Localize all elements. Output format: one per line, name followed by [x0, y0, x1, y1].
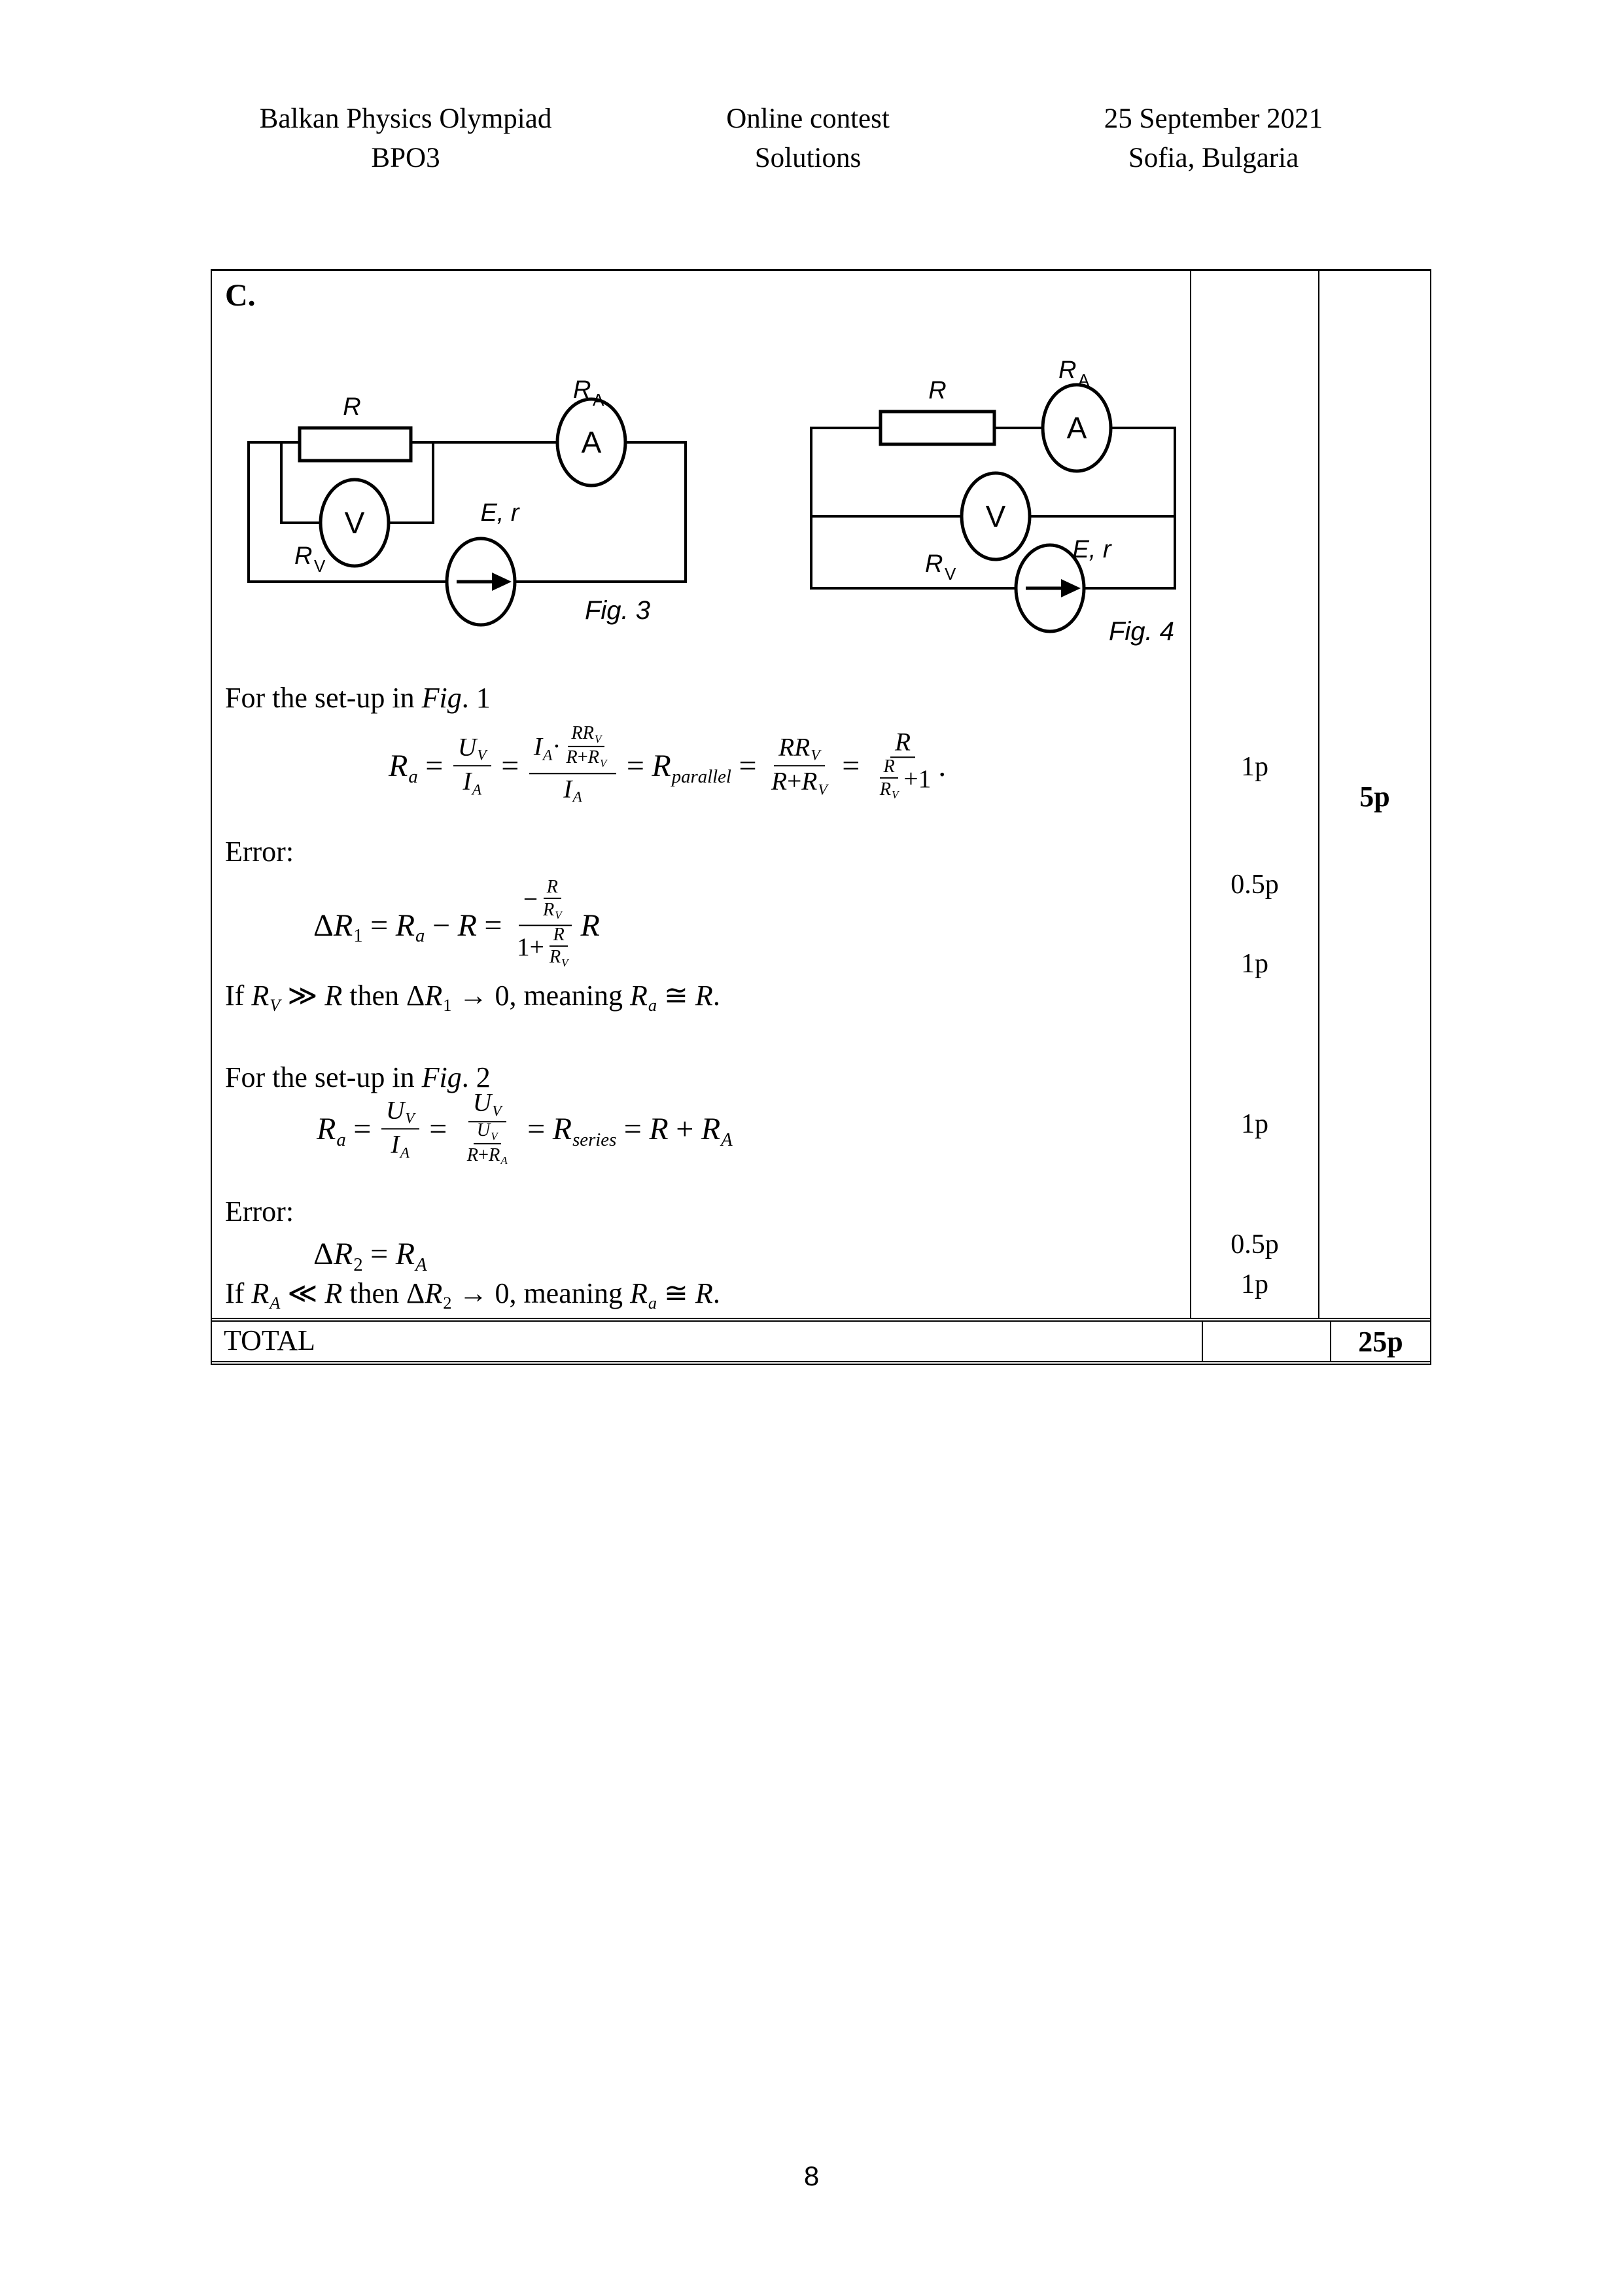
math-text: 1+	[517, 932, 544, 961]
math-subscript: A	[400, 1144, 410, 1162]
fig3-rv-label: R	[294, 542, 313, 570]
math-variable: R	[553, 924, 565, 945]
math-variable: $I_A$	[462, 766, 482, 799]
header-organization	[193, 99, 618, 178]
header-contest-line1: Online contest	[726, 103, 890, 134]
equation-delta-r1	[313, 876, 600, 974]
marks-cell	[1191, 271, 1319, 1318]
math-text: −	[523, 884, 538, 913]
math-variable: R	[546, 876, 558, 897]
mark-item: 1p	[1241, 752, 1268, 782]
header-org-line2: BPO3	[371, 143, 440, 173]
header-contest-line2: Solutions	[754, 143, 862, 173]
total-points-cell	[1331, 1322, 1430, 1361]
circuit-figures	[212, 349, 1188, 657]
fig4-source-label: E, r	[1072, 536, 1111, 563]
math-text: ≅	[657, 1277, 695, 1309]
math-operator: =	[353, 1112, 372, 1147]
math-subscript: V	[561, 956, 568, 969]
math-subscript: parallel	[671, 766, 731, 787]
math-variable: R	[895, 727, 911, 756]
math-subscript: A	[542, 746, 553, 764]
header-date-place	[1037, 99, 1390, 178]
math-variable: $R_1$	[425, 980, 452, 1015]
fig4-rv-label: R	[925, 550, 943, 578]
math-operator: =	[501, 749, 519, 784]
fig3-rv-sub: V	[314, 556, 326, 576]
math-operator: =	[370, 908, 389, 943]
math-subscript: V	[599, 756, 607, 769]
math-variable: $R_a$	[317, 1112, 346, 1150]
header-date: 25 September 2021	[1104, 103, 1323, 134]
math-text: then Δ	[342, 980, 425, 1012]
math-variable: $R_a$	[629, 1277, 657, 1313]
math-variable: R	[324, 980, 343, 1012]
fraction	[546, 925, 572, 969]
math-text: For the set-up in	[225, 682, 422, 714]
math-subscript: A	[500, 1154, 508, 1167]
math-variable: $R_2$	[425, 1277, 452, 1313]
math-text: → 0, meaning	[451, 1277, 630, 1309]
mark-item: 0.5p	[1230, 870, 1279, 900]
math-text: Δ	[313, 1237, 334, 1271]
math-subscript: A	[721, 1129, 733, 1150]
fraction	[767, 733, 832, 798]
math-operator: =	[626, 749, 644, 784]
math-subscript: 2	[353, 1254, 363, 1275]
math-text: Fig	[421, 1061, 462, 1093]
total-label: TOTAL	[212, 1322, 1203, 1361]
fraction	[540, 877, 565, 921]
math-text: ≫	[280, 980, 325, 1012]
math-operator: =	[527, 1112, 546, 1147]
fig3-ra-sub: A	[593, 390, 604, 410]
math-variable: $R_V$	[549, 947, 568, 969]
mark-item: 1p	[1241, 1109, 1268, 1139]
math-operator: =	[842, 749, 860, 784]
fig3-ra-label: R	[573, 376, 591, 404]
math-text: .	[712, 980, 720, 1012]
math-variable: R	[649, 1112, 669, 1147]
setup1-line	[225, 680, 491, 716]
math-variable: R	[883, 756, 895, 777]
fraction	[457, 1089, 517, 1169]
equation-ra-fig2	[317, 1087, 733, 1172]
math-text: +1	[903, 764, 932, 794]
table-row-total	[212, 1322, 1430, 1362]
math-text: +	[787, 766, 802, 796]
fig4-resistor-symbol	[881, 412, 994, 444]
math-subscript: V	[818, 781, 828, 799]
math-variable: $I_A$	[563, 773, 582, 806]
math-subscript: V	[492, 1103, 502, 1120]
solution-cell	[212, 271, 1191, 1318]
fraction	[877, 757, 902, 801]
math-variable: $I_A$	[391, 1129, 410, 1162]
math-text: If	[225, 1277, 252, 1309]
math-text: → 0, meaning	[451, 980, 630, 1012]
math-subscript: a	[415, 925, 425, 947]
fraction	[512, 876, 578, 971]
fig4-ammeter-letter: A	[1066, 411, 1087, 445]
math-subscript: a	[408, 766, 418, 787]
fig3-caption: Fig. 3	[584, 596, 651, 625]
math-subscript: V	[555, 909, 562, 922]
fig4-caption: Fig. 4	[1108, 617, 1175, 646]
fig4-ra-sub: A	[1078, 370, 1090, 390]
header-org-line1: Balkan Physics Olympiad	[259, 103, 552, 134]
math-text: . 1	[461, 682, 491, 714]
math-text: . 2	[461, 1061, 491, 1093]
math-subscript: V	[270, 995, 281, 1015]
total-marks-cell	[1203, 1322, 1331, 1361]
math-subscript: V	[491, 1129, 498, 1142]
math-subscript: A	[415, 1254, 427, 1275]
math-subscript: A	[472, 781, 482, 799]
math-operator: =	[370, 1237, 389, 1271]
fraction	[464, 1121, 511, 1167]
math-variable: R	[580, 908, 600, 943]
math-subscript: series	[572, 1129, 617, 1150]
subtotal-cell	[1319, 271, 1430, 1318]
table-row-solution	[212, 271, 1430, 1318]
fraction	[870, 728, 936, 803]
math-text: ≪	[280, 1277, 325, 1309]
total-value: 25p	[1358, 1326, 1403, 1358]
math-operator: =	[425, 749, 444, 784]
math-text: +	[478, 1144, 489, 1165]
math-text: If	[225, 980, 252, 1012]
math-operator: =	[484, 908, 502, 943]
error1-label: Error:	[225, 836, 294, 868]
math-subscript: V	[811, 747, 820, 764]
math-variable: R	[566, 747, 578, 768]
math-variable: R	[695, 1277, 713, 1309]
math-subscript: 1	[443, 995, 452, 1015]
setup2-line	[225, 1060, 491, 1095]
math-subscript: 2	[443, 1292, 452, 1313]
math-variable: $R_A$	[701, 1112, 733, 1150]
equation-ra-fig1	[389, 722, 947, 809]
subtotal-value: 5p	[1359, 781, 1390, 813]
math-subscript: A	[572, 788, 582, 806]
math-operator: +	[676, 1112, 694, 1147]
fig4-r-label: R	[928, 377, 947, 404]
math-variable: $U_V$	[457, 732, 487, 764]
math-operator: =	[623, 1112, 642, 1147]
math-variable: $U_V$	[385, 1095, 415, 1127]
math-text: For the set-up in	[225, 1061, 422, 1093]
math-variable: $R_A$	[251, 1277, 281, 1313]
if1-line	[225, 978, 720, 1023]
math-text: .	[712, 1277, 720, 1309]
grading-table	[211, 269, 1431, 1365]
mark-item: 0.5p	[1230, 1229, 1279, 1260]
math-variable: $RR_V$	[571, 722, 602, 745]
math-variable: R	[457, 908, 477, 943]
math-variable: $R_{parallel}$	[652, 749, 731, 787]
math-text: then Δ	[342, 1277, 425, 1309]
math-variable: $R_{series}$	[552, 1112, 617, 1150]
math-variable: $U_V$	[476, 1120, 498, 1142]
fraction	[453, 733, 491, 798]
math-text: Fig	[421, 682, 462, 714]
math-variable: $R_A$	[489, 1144, 508, 1167]
math-text: ≅	[657, 980, 695, 1012]
math-subscript: V	[477, 747, 487, 764]
math-variable: $R_a$	[389, 749, 418, 787]
fraction	[529, 722, 617, 806]
fig3-source-label: E, r	[480, 499, 519, 527]
section-label: C.	[225, 278, 256, 313]
math-subscript: A	[270, 1292, 281, 1313]
math-variable: $R_V$	[542, 899, 562, 922]
header-contest	[641, 99, 975, 178]
math-variable: $R_a$	[629, 980, 657, 1015]
math-variable: $U_V$	[472, 1087, 502, 1120]
math-text: ·	[552, 732, 561, 761]
math-subscript: a	[648, 1292, 657, 1313]
fig4-rv-sub: V	[945, 564, 956, 584]
if2-line	[225, 1276, 720, 1320]
mark-item: 1p	[1241, 949, 1268, 979]
math-variable: R	[695, 980, 713, 1012]
fig4-voltmeter-letter: V	[985, 499, 1006, 533]
error2-label: Error:	[225, 1195, 294, 1227]
math-variable: $R_A$	[395, 1237, 427, 1275]
math-variable: $R_1$	[333, 908, 363, 947]
math-operator: =	[739, 749, 757, 784]
equation-delta-r2	[313, 1238, 427, 1275]
math-variable: R	[324, 1277, 343, 1309]
fraction	[381, 1097, 419, 1161]
math-variable: $R_2$	[333, 1237, 363, 1275]
fig3-r-label: R	[343, 393, 361, 421]
math-operator: =	[429, 1112, 447, 1147]
math-variable: $I_A$	[533, 732, 553, 764]
math-variable: R	[466, 1144, 479, 1165]
math-subscript: V	[405, 1110, 415, 1127]
fig3-voltmeter-letter: V	[344, 506, 365, 540]
math-subscript: 1	[353, 925, 363, 947]
fig4-ra-label: R	[1058, 357, 1077, 384]
math-subscript: V	[594, 732, 602, 745]
math-variable: $R_V$	[251, 980, 281, 1015]
math-variable: $R_V$	[879, 779, 899, 802]
fig3-resistor-symbol	[300, 428, 411, 461]
page-number: 8	[803, 2161, 820, 2191]
math-subscript: a	[336, 1129, 346, 1150]
math-text: +	[577, 747, 588, 768]
math-variable: $R_a$	[395, 908, 425, 947]
math-variable: $R_V$	[587, 747, 607, 769]
mark-item: 1p	[1241, 1269, 1268, 1299]
math-operator: −	[432, 908, 451, 943]
math-text: .	[938, 749, 947, 784]
math-variable: $R_V$	[801, 766, 828, 799]
fig3-ammeter-letter: A	[581, 425, 602, 459]
math-subscript: V	[892, 788, 899, 802]
math-text: Δ	[313, 908, 334, 943]
math-subscript: a	[648, 995, 657, 1015]
fraction	[563, 724, 610, 769]
math-variable: R	[771, 766, 788, 796]
header-place: Sofia, Bulgaria	[1128, 143, 1299, 173]
math-variable: $RR_V$	[778, 732, 820, 764]
